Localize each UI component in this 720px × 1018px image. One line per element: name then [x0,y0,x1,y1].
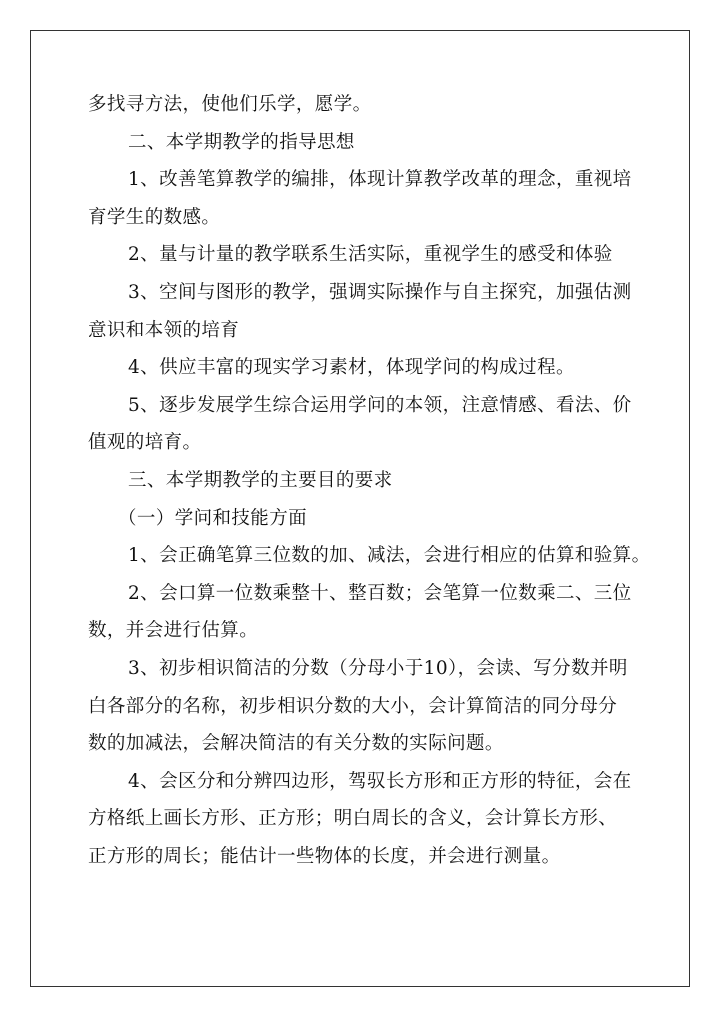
paragraph-line: 2、量与计量的教学联系生活实际，重视学生的感受和体验 [128,244,613,266]
paragraph-line: 1、会正确笔算三位数的加、减法，会进行相应的估算和验算。 [128,545,651,567]
paragraph-line: 意识和本领的培育 [88,319,240,341]
paragraph-line: 1、改善笔算教学的编排，体现计算教学改革的理念，重视培 [128,169,632,191]
paragraph-line: 多找寻方法，使他们乐学，愿学。 [88,94,372,115]
paragraph-line: 方格纸上画长方形、正方形；明白周长的含义，会计算长方形、 [88,808,618,830]
paragraph-line: 3、空间与图形的教学，强调实际操作与自主探究，加强估测 [128,281,632,303]
paragraph-line: 数的加减法，会解决简洁的有关分数的实际问题。 [88,733,504,755]
subsection-heading: （一）学问和技能方面 [118,507,308,529]
section-heading: 二、本学期教学的指导思想 [128,131,355,153]
paragraph-line: 数，并会进行估算。 [88,620,259,642]
paragraph-line: 2、会口算一位数乘整十、整百数；会笔算一位数乘二、三位 [128,582,632,604]
paragraph-line: 正方形的周长；能估计一些物体的长度，并会进行测量。 [88,845,561,867]
paragraph-line: 4、供应丰富的现实学习素材，体现学问的构成过程。 [128,357,575,379]
paragraph-line: 育学生的数感。 [88,206,221,228]
paragraph-line: 4、会区分和分辨四边形，驾驭长方形和正方形的特征，会在 [128,770,632,792]
paragraph-line: 3、初步相识简洁的分数（分母小于10），会读、写分数并明 [128,657,628,679]
paragraph-line: 白各部分的名称，初步相识分数的大小，会计算简洁的同分母分 [88,695,618,717]
section-heading: 三、本学期教学的主要目的要求 [128,469,393,491]
paragraph-line: 5、逐步发展学生综合运用学问的本领，注意情感、看法、价 [128,394,632,416]
paragraph-line: 值观的培育。 [88,432,202,454]
document-body [88,86,651,875]
